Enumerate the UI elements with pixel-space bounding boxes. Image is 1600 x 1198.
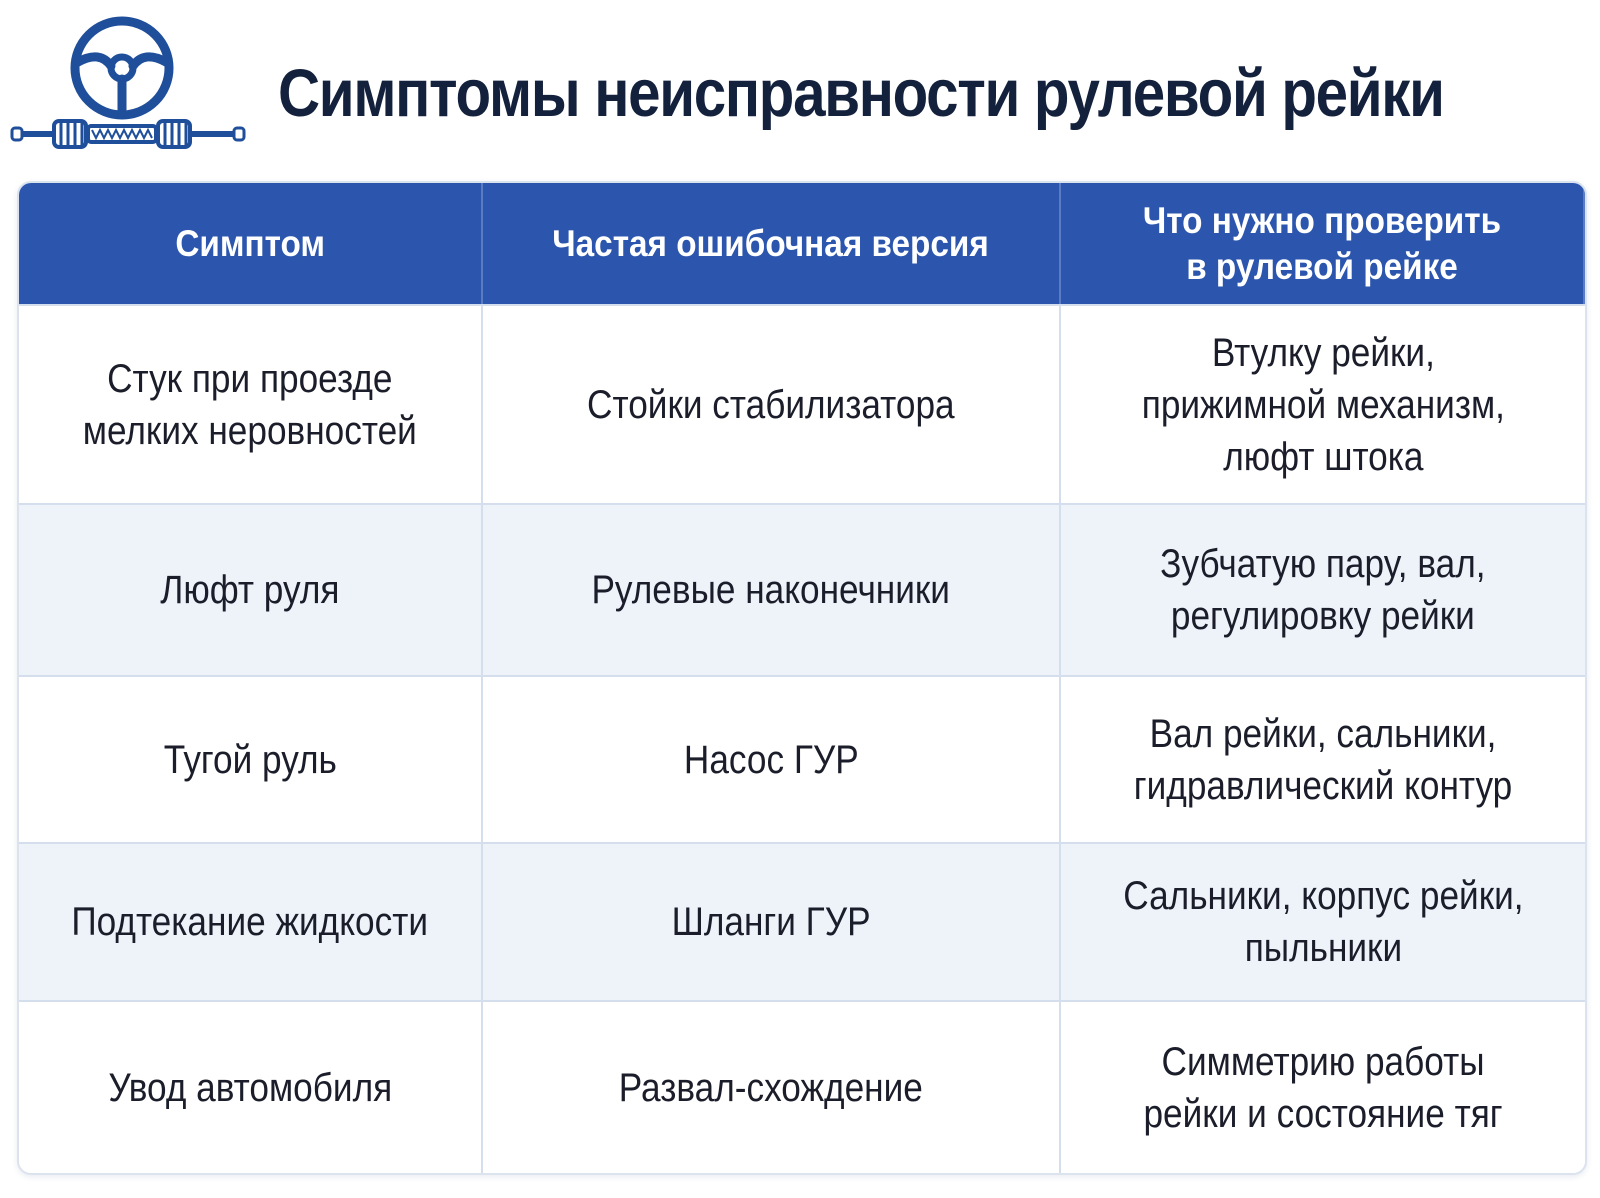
cell-wrong-version bbox=[483, 503, 1061, 675]
symptoms-table bbox=[17, 181, 1587, 1175]
cell-wrong-version bbox=[483, 675, 1061, 842]
steering-wheel-and-rack-icon bbox=[8, 10, 248, 155]
cell-wrong-version-text: Рулевые наконечники bbox=[591, 568, 951, 612]
cell-check bbox=[1061, 675, 1585, 842]
header bbox=[0, 0, 1600, 175]
cell-check-text: Сальники, корпус рейки, пыльники bbox=[1122, 874, 1524, 970]
table-grid bbox=[19, 183, 1585, 1173]
cell-symptom-text: Увод автомобиля bbox=[108, 1065, 392, 1110]
cell-wrong-version bbox=[483, 1000, 1061, 1173]
cell-check bbox=[1061, 1000, 1585, 1173]
cell-wrong-version-text: Шланги ГУР bbox=[671, 900, 871, 944]
cell-symptom bbox=[19, 304, 483, 503]
column-header-symptom: Симптом bbox=[19, 183, 483, 304]
cell-wrong-version-text: Насос ГУР bbox=[683, 737, 859, 782]
cell-wrong-version bbox=[483, 842, 1061, 1000]
cell-check bbox=[1061, 304, 1585, 503]
cell-wrong-version bbox=[483, 304, 1061, 503]
cell-symptom-text: Подтекание жидкости bbox=[71, 900, 429, 944]
cell-symptom-text: Стук при проезде мелких неровностей bbox=[82, 356, 418, 453]
cell-symptom bbox=[19, 503, 483, 675]
column-header-check: Что нужно проверить в рулевой рейке bbox=[1061, 183, 1585, 304]
cell-symptom-text: Тугой руль bbox=[163, 737, 337, 782]
cell-check bbox=[1061, 842, 1585, 1000]
cell-symptom bbox=[19, 1000, 483, 1173]
cell-check-text: Втулку рейки, прижимной механизм, люфт штока bbox=[1141, 330, 1505, 479]
cell-wrong-version-text: Стойки стабилизатора bbox=[587, 382, 955, 427]
cell-symptom-text: Люфт руля bbox=[160, 568, 340, 612]
cell-check-text: Симметрию работы рейки и состояние тяг bbox=[1143, 1039, 1503, 1136]
cell-symptom bbox=[19, 842, 483, 1000]
cell-check bbox=[1061, 503, 1585, 675]
column-header-wrong-version: Частая ошибочная версия bbox=[483, 183, 1061, 304]
page-title: Симптомы неисправности рулевой рейки bbox=[278, 56, 1444, 131]
cell-check-text: Зубчатую пару, вал, регулировку рейки bbox=[1160, 542, 1486, 638]
cell-wrong-version-text: Развал-схождение bbox=[618, 1065, 924, 1110]
cell-symptom bbox=[19, 675, 483, 842]
cell-check-text: Вал рейки, сальники, гидравлический контур bbox=[1133, 711, 1513, 808]
